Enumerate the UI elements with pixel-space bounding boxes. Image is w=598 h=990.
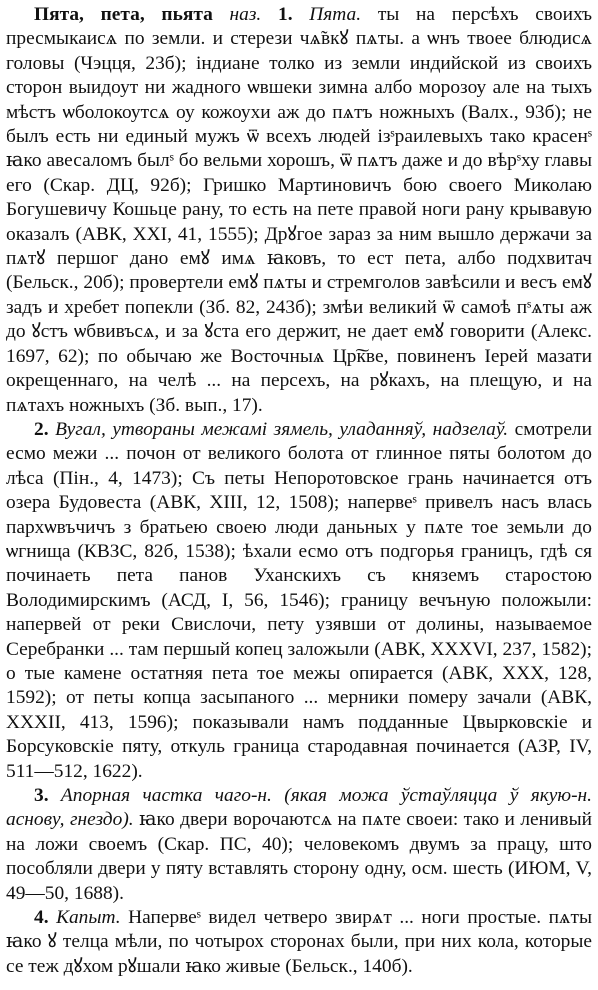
sense-2-paragraph [6,418,592,784]
sense-gloss-3: Апорная частка чаго-н. (якая можа ўстаўляцца ў якую-н. аснову, гнездо). [6,785,592,831]
sense-gloss-1: Пята. [309,4,362,25]
part-of-speech: наз. [229,4,262,25]
sense-1-paragraph [6,3,592,418]
headword: Пята, пета, пьята [34,4,213,25]
sense-3-paragraph [6,784,592,906]
sense-text-2: смотрели есмо межи ... почон от великого болота от глинное пяты болотом до лѣса (Пін., 4, 1473); Съ петы Непоротовское грань начинается отъ озера Будовеста (АВК, XIII, 12, 1508); напервеˢ привелъ насъ влась пархѡвъчичъ з братьею своею люди даньных у пѧте тое земьли до ѡгнища (КВЗС, 82б, 1538); ѣхали есмо отъ подгорья границъ, гдѣ ся починаеть пета панов Уханскихъ съ княземъ старостою Володимирскимъ (АСД, I, 56, 1546); границу вечъную положыли: напервей от реки Свислочи, пету узявши от долины, называемое Серебранки ... там першый копец заложыли (АВК, XXXVI, 237, 1582); о тые камене остатняя пета тое межы опирается (АВК, XXX, 128, 1592); от петы копца засыпаного ... мерники померу зачали (АВК, XXXII, 413, 1596); показывали намъ подданные Цвырковскіе и Борсуковскіе пяту, откуль граница стародавная починается (АЗР, IV, 511—512, 1622). [6,418,592,782]
sense-gloss-4: Капыт. [56,907,121,929]
sense-text-4: Напервеˢ видел четверо звирѧт ... ноги простые. пѧты ꙗко ꙋ телца мѣли, по чотырох сторонах были, при них кола, которые се теж дꙋхом рꙋшали ꙗко живые (Бельск., 140б). [6,907,592,977]
sense-text-1: ты на персѣхъ своихъ пресмыкаисѧ по земли. и стерези чѧ̃вкꙋ пѧты. а ѡнъ твоее блюдисѧ головы (Чэцця, 23б); індиане толко из земли индийской из своихъ сторон выидоут ни жадного ѡвшеки зимна албо морозоу але на тыхъ мѣстъ ѡболокоутсѧ оу кожоухи аж до пѧтъ ножныхъ (Валх., 93б); не былъ есть ни единый мужъ ѿ всехъ людей ізˢраилевыхъ тако красенˢ ꙗко авесаломъ былˢ бо вельми хорошъ, ѿ пѧтъ даже и до вѣрˢху главы его (Скар. ДЦ, 92б); Гришко Мартиновичъ бою своего Миколаю Богушевичу Кошьце рану, то есть на пете правой ноги рану крывавую оказалъ (АВК, XXI, 41, 1555); Дрꙋгое зараз за ним вышло держачи за пѧтꙋ першог дано емꙋ имѧ ꙗковъ, то ест пета, албо подхвитач (Бельск., 20б); провертели емꙋ пѧты и стремголов завѣсили и весъ емꙋ задъ и хребет попекли (Зб. 82, 243б); змѣи великий ѿ самоѣ пˢѧты аж до ꙋстъ ѡбвивъсѧ, и за ꙋста его держит, не дает емꙋ говорити (Алекс. 1697, 62); по обычаю же Восточныѧ Цр͠кве, повиненъ Іерей мазати окрещеннаго, на челѣ ... на персехъ, на рꙋкахъ, на плещую, и на пѧтахъ ножныхъ (Зб. вып., 17). [6,4,592,416]
sense-number-1: 1. [278,4,293,25]
sense-number-2: 2. [34,418,49,440]
sense-text-3: ꙗко двери ворочаютсѧ на пѧте своеи: тако и ленивый на ложи своемъ (Скар. ПС, 40); человекомъ двумъ за працу, што пособляли двери у пяту вставлять сторону одну, осм. шесть (ИЮМ, V, 49—50, 1688). [6,809,592,904]
sense-gloss-2: Вугал, утвораны межамі зямель, уладанняў, надзелаў. [55,418,509,440]
dictionary-entry [6,3,592,979]
sense-number-3: 3. [34,785,49,806]
sense-number-4: 4. [34,907,49,929]
sense-4-paragraph [6,906,592,979]
